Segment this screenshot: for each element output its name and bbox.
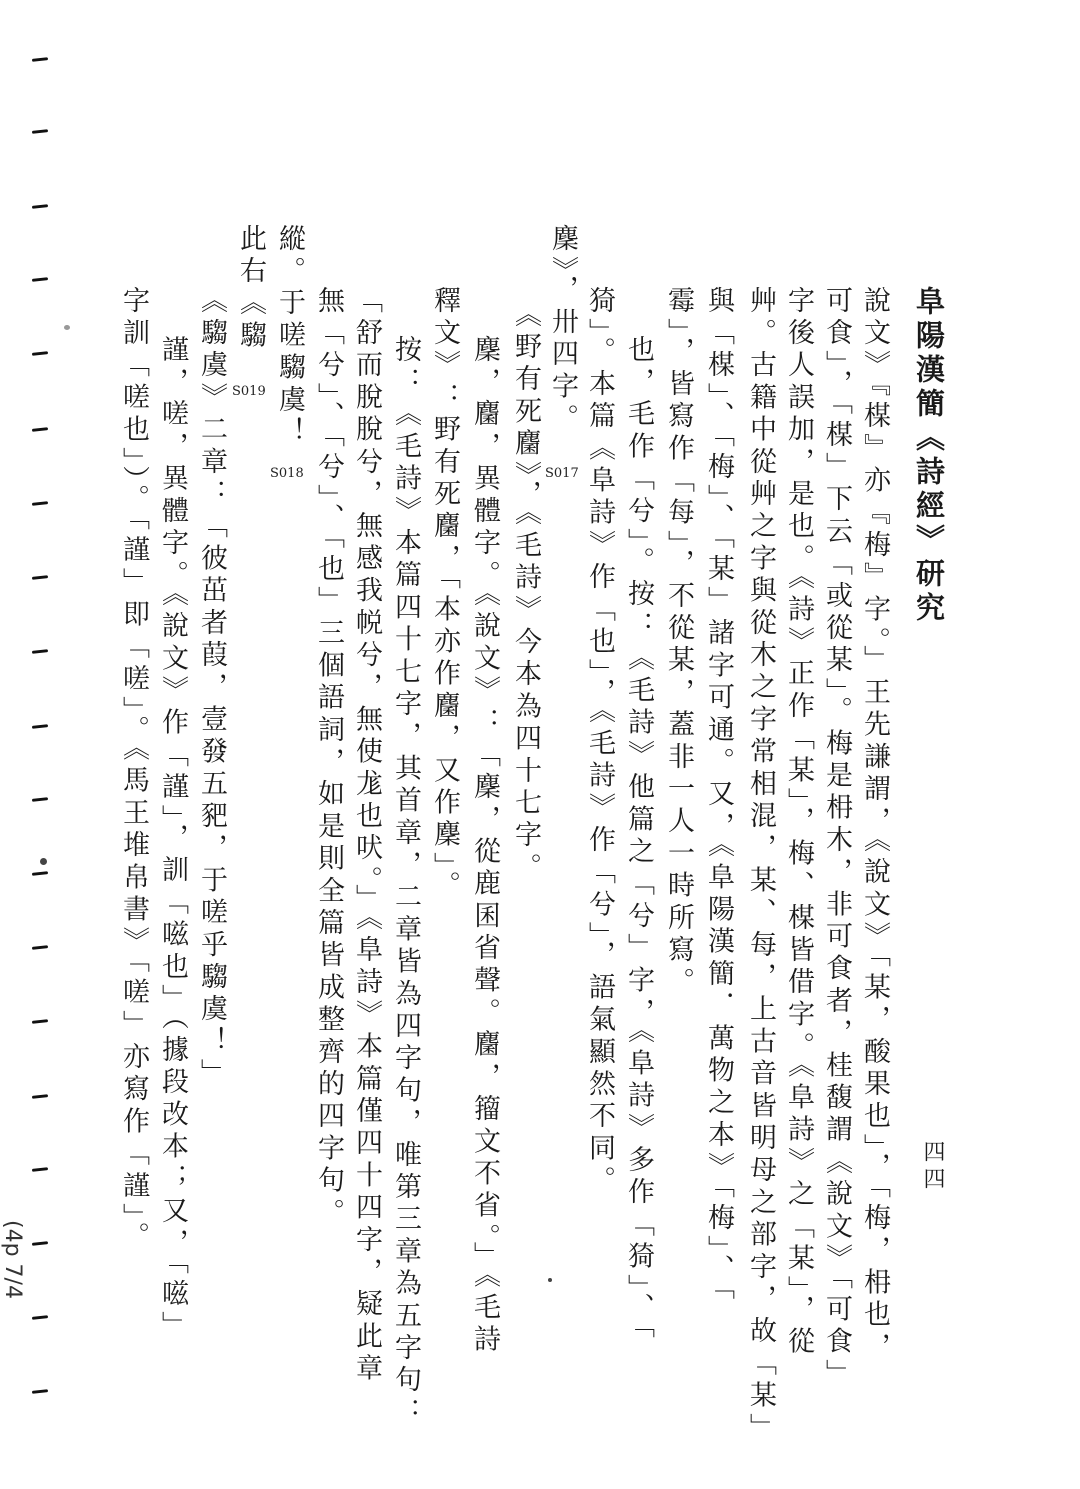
scan-speck <box>64 325 70 330</box>
text-column: 按：《毛詩》本篇四十七字，其首章，二章皆為四字句，唯第三章為五字句： <box>390 335 421 1430</box>
binding-mark <box>32 871 48 876</box>
text-column: 說文》『楳』亦『梅』字。」王先謙謂，《說文》「某，酸果也」，「梅，枏也， <box>859 286 890 1365</box>
scan-speck <box>40 858 47 865</box>
text-column: 麇，麕，異體字。《說文》：「麇，從鹿囷省聲。麕，籀文不省。」《毛詩 <box>469 335 500 1358</box>
binding-mark <box>32 129 48 134</box>
binding-mark <box>32 427 48 432</box>
binding-mark <box>32 204 48 209</box>
text-column: 縱。于嗟騶虞！ <box>274 224 305 450</box>
text-column: 霉」，皆寫作「每」，不從某，蓋非一人一時所寫。 <box>663 286 694 1000</box>
binding-mark <box>32 277 48 282</box>
page-number: 四四 <box>920 1140 945 1195</box>
text-column: 與「楳」、「梅」、「某」諸字可通。又，《阜陽漢簡．萬物之本》「梅」、「 <box>703 286 734 1305</box>
text-column: 此右《騶 <box>235 224 266 353</box>
text-column: 字訓「嗟也」）。「謹」即「嗟」。《馬王堆帛書》「嗟」亦寫作「謹」。 <box>118 286 149 1255</box>
text-column: 釋文》：野有死麕，「本亦作麕，又作麇」。 <box>429 286 460 903</box>
binding-mark <box>32 797 48 802</box>
text-column: 麇》，卅四字。 <box>547 224 578 436</box>
binding-mark <box>32 945 48 950</box>
binding-mark <box>32 351 48 356</box>
binding-mark <box>32 1094 48 1099</box>
page-header-title: 阜陽漢簡《詩經》研究 <box>912 286 946 626</box>
text-column: 也，毛作「兮」。按：《毛詩》他篇之「兮」字，《阜詩》多作「猗」、「 <box>623 335 654 1344</box>
text-column: 「舒而脫脫兮，無感我帨兮，無使尨也吠。」《阜詩》本篇僅四十四字，疑此章 <box>351 286 382 1386</box>
slip-tag: S019 <box>232 384 266 399</box>
text-column: 可食」，「楳」下云「或從某」。梅是枏木，非可食者，桂馥謂《說文》「可食」 <box>821 286 852 1392</box>
binding-mark <box>32 1019 48 1024</box>
binding-mark <box>32 1167 48 1172</box>
binding-mark <box>32 1315 48 1320</box>
text-column: 艸。古籍中從艸之字與從木之字常相混，某、每，上古音皆明母之部字，故「某」 <box>745 286 776 1446</box>
binding-mark <box>32 1241 48 1246</box>
binding-mark <box>32 724 48 729</box>
text-column: 《騶虞》二章：「彼茁者葭，壹發五豝，于嗟乎騶虞！」 <box>196 286 227 1091</box>
text-column: 無「兮」、「兮」、「也」三個語詞，如是則全篇皆成整齊的四字句。 <box>313 286 344 1231</box>
binding-mark <box>32 57 48 62</box>
binding-mark <box>32 501 48 506</box>
slip-tag: S017 <box>545 466 579 481</box>
text-column: 謹，嗟，異體字。《說文》作「謹」，訓「嗞也」（據段改本；又，「嗞」 <box>157 335 188 1344</box>
binding-mark <box>32 649 48 654</box>
text-column: 猗」。本篇《阜詩》作「也」，《毛詩》作「兮」，語氣顯然不同。 <box>584 286 615 1198</box>
scan-speck <box>548 1278 552 1282</box>
margin-handwritten-note: (4p 7/4 <box>0 1220 25 1299</box>
text-column: 《野有死麕》，《毛詩》今本為四十七字。 <box>510 300 541 885</box>
binding-mark <box>32 1389 48 1394</box>
slip-tag: S018 <box>270 466 304 481</box>
text-column: 字後人誤加，是也。《詩》正作「某」，梅、楳皆借字。《阜詩》之「某」，從 <box>783 286 814 1359</box>
binding-mark <box>32 575 48 580</box>
